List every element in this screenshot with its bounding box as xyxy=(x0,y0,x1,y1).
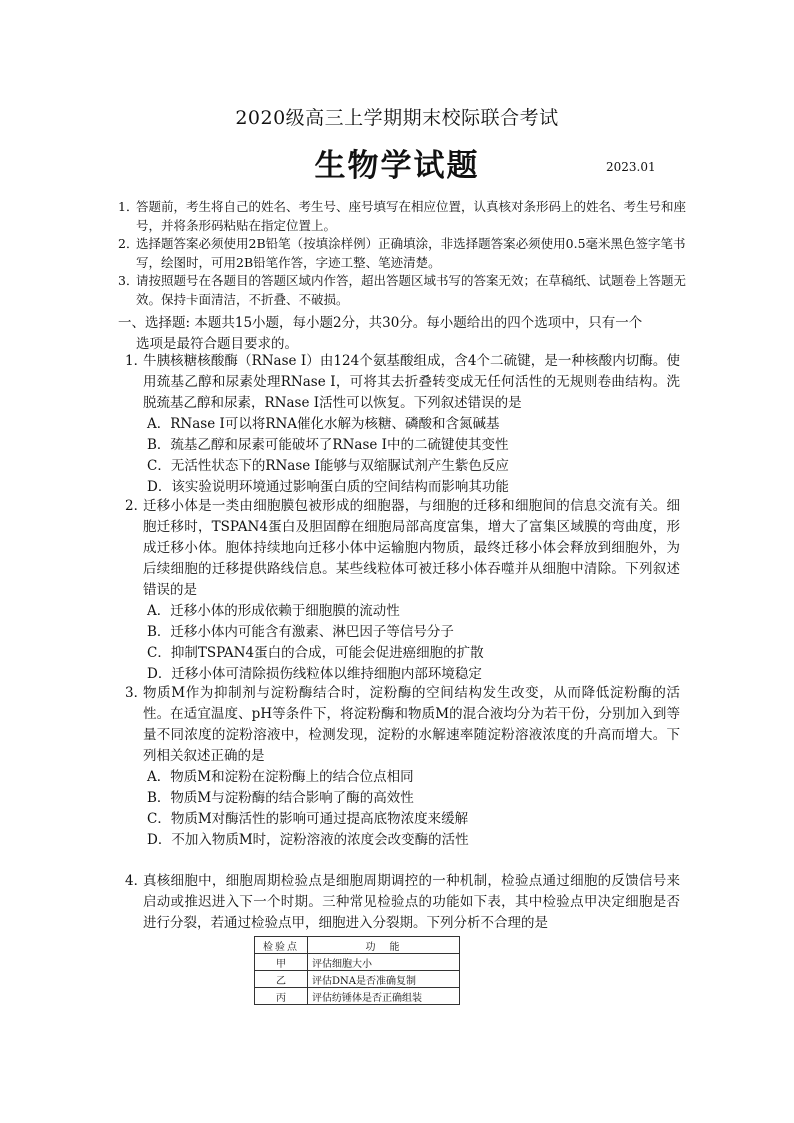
note-text: 答题前，考生将自己的姓名、考生号、座号填写在相应位置，认真核对条形码上的姓名、考生号和座号，并将条形码粘贴在指定位置上。 xyxy=(136,199,687,233)
option-a: A．迁移小体的形成依赖于细胞膜的流动性 xyxy=(147,603,400,619)
table-cell-checkpoint: 乙 xyxy=(255,971,308,988)
table-header-checkpoint: 检验点 xyxy=(255,937,308,954)
question-stem: 迁移小体是一类由细胞膜包被形成的细胞器，与细胞的迁移和细胞间的信息交流有关。细胞迁移时，TSPAN4蛋白及胆固醇在细胞局部高度富集，增大了富集区域膜的弯曲度，形成迁移小体。胞体持续地向迁移小体中运输胞内物质，最终迁移小体会释放到细胞外，为后续细胞的迁移提供路线信息。某些线粒体可被迁移小体吞噬并从细胞中清除。下列叙述错误的是 xyxy=(143,498,680,598)
exam-title: 2020级高三上学期期末校际联合考试 xyxy=(235,107,559,129)
question-3 xyxy=(125,683,680,851)
table-header-function: 功 能 xyxy=(308,937,460,954)
table-cell-function: 评估DNA是否准确复制 xyxy=(308,971,460,988)
question-number: 4． xyxy=(125,873,148,889)
option-a: A．RNase I可以将RNA催化水解为核糖、磷酸和含氮碱基 xyxy=(147,416,500,432)
note-item xyxy=(118,235,688,272)
option-b: B．巯基乙醇和尿素可能破坏了RNase I中的二硫键使其变性 xyxy=(147,437,509,453)
table-row xyxy=(255,988,460,1005)
table-cell-function: 评估细胞大小 xyxy=(308,954,460,971)
option-c: C．无活性状态下的RNase I能够与双缩脲试剂产生紫色反应 xyxy=(147,458,509,474)
section-text-2: 选项是最符合题目要求的。 xyxy=(136,335,298,352)
option-b: B．迁移小体内可能含有激素、淋巴因子等信号分子 xyxy=(147,624,454,640)
exam-notes xyxy=(118,198,688,309)
question-number: 1． xyxy=(125,353,148,369)
table-cell-function: 评估纺锤体是否正确组装 xyxy=(308,988,460,1005)
table-header-row xyxy=(255,937,460,954)
section-heading xyxy=(118,313,688,354)
question-stem: 真核细胞中，细胞周期检验点是细胞周期调控的一种机制，检验点通过细胞的反馈信号来启动或推迟进入下一个时期。三种常见检验点的功能如下表，其中检验点甲决定细胞是否进行分裂，若通过检验点甲，细胞进入分裂期。下列分析不合理的是 xyxy=(143,873,680,931)
note-item xyxy=(118,272,688,309)
table-row xyxy=(255,954,460,971)
question-4 xyxy=(125,871,680,934)
question-2 xyxy=(125,496,680,685)
note-text: 选择题答案必须使用2B铅笔（按填涂样例）正确填涂，非选择题答案必须使用0.5毫米黑色签字笔书写，绘图时，可用2B铅笔作答，字迹工整、笔迹清楚。 xyxy=(136,236,686,270)
option-a: A．物质M和淀粉在淀粉酶上的结合位点相同 xyxy=(147,769,414,785)
option-b: B．物质M与淀粉酶的结合影响了酶的高效性 xyxy=(147,790,414,806)
option-d: D．迁移小体可清除损伤线粒体以维持细胞内部环境稳定 xyxy=(147,666,482,682)
note-number: 1． xyxy=(118,199,139,214)
option-c: C．抑制TSPAN4蛋白的合成，可能会促进癌细胞的扩散 xyxy=(147,645,484,661)
option-c: C．物质M对酶活性的影响可通过提高底物浓度来缓解 xyxy=(147,811,469,827)
question-number: 2． xyxy=(125,498,148,514)
question-stem: 物质M作为抑制剂与淀粉酶结合时，淀粉酶的空间结构发生改变，从而降低淀粉酶的活性。在适宜温度、pH等条件下，将淀粉酶和物质M的混合液均分为若干份，分别加入到等量不同浓度的淀粉溶液中，检测发现，淀粉的水解速率随淀粉溶液浓度的升高而增大。下列相关叙述正确的是 xyxy=(143,685,680,764)
note-number: 2． xyxy=(118,236,139,251)
table-row xyxy=(255,971,460,988)
option-d: D．该实验说明环境通过影响蛋白质的空间结构而影响其功能 xyxy=(147,479,509,495)
table-cell-checkpoint: 甲 xyxy=(255,954,308,971)
question-stem: 牛胰核糖核酸酶（RNase I）由124个氨基酸组成，含4个二硫键，是一种核酸内切酶。使用巯基乙醇和尿素处理RNase I，可将其去折叠转变成无任何活性的无规则卷曲结构。洗脱巯基乙醇和尿素，RNase I活性可以恢复。下列叙述错误的是 xyxy=(143,353,680,411)
section-text: 本题共15小题，每小题2分，共30分。每小题给出的四个选项中，只有一个 xyxy=(194,315,643,331)
option-d: D．不加入物质M时，淀粉溶液的浓度会改变酶的活性 xyxy=(147,832,469,848)
section-label: 一、选择题: xyxy=(118,315,191,331)
subject-title: 生物学试题 xyxy=(314,148,480,184)
note-text: 请按照题号在各题目的答题区域内作答，超出答题区域书写的答案无效；在草稿纸、试题卷上答题无效。保持卡面清洁，不折叠、不破损。 xyxy=(136,273,687,307)
checkpoint-table xyxy=(254,936,460,1005)
exam-date: 2023.01 xyxy=(606,160,656,174)
question-1 xyxy=(125,351,680,498)
table-cell-checkpoint: 丙 xyxy=(255,988,308,1005)
note-item xyxy=(118,198,688,235)
note-number: 3． xyxy=(118,273,139,288)
question-number: 3． xyxy=(125,685,148,701)
